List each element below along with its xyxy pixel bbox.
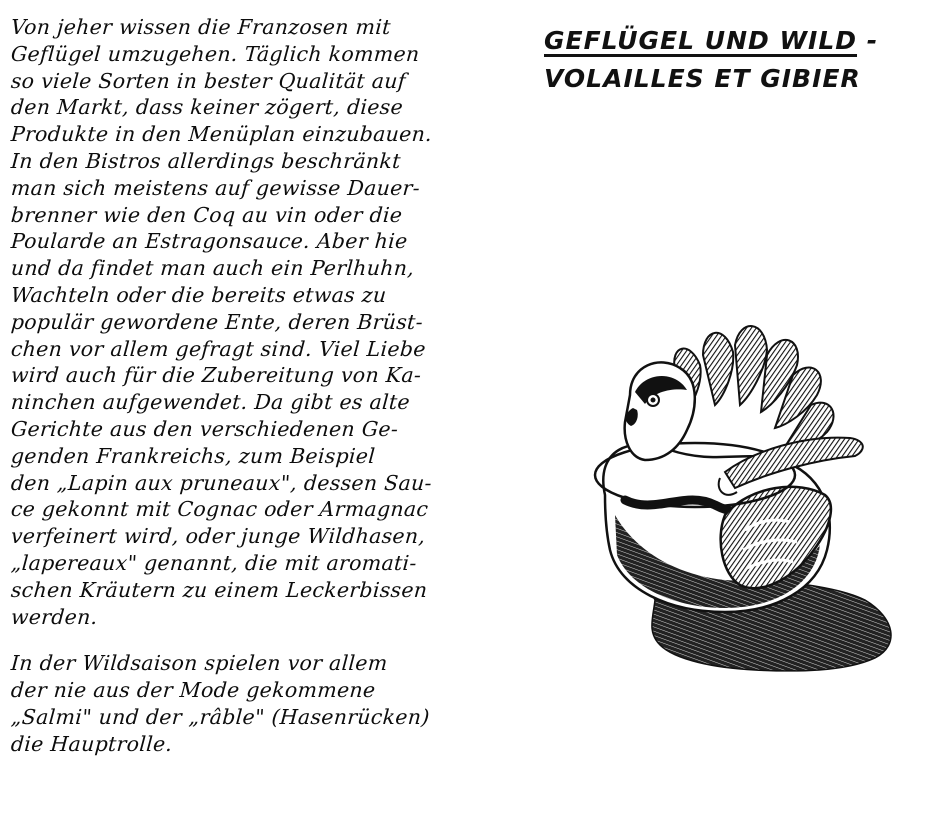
text-line: man sich meistens auf gewisse Dauer- [10,175,421,200]
text-line: brenner wie den Coq au vin oder die [10,202,404,227]
bird-tureen-illustration [575,300,915,700]
text-line: werden. [10,604,99,629]
body-text [10,14,510,758]
paragraph-2 [10,650,510,757]
text-line: Poularde an Estragonsauce. Aber hie [10,229,409,254]
text-line: verfeinert wird, oder junge Wildhasen, [10,524,427,549]
text-line: ninchen aufgewendet. Da gibt es alte [10,390,411,415]
text-line: Geflügel umzugehen. Täglich kommen [10,41,421,66]
heading-german: GEFLÜGEL UND WILD [544,26,858,55]
text-line: „Salmi" und der „râble" (Hasenrücken) [10,704,431,729]
text-line: schen Kräutern zu einem Leckerbissen [10,577,429,602]
heading-dash: - [857,26,879,55]
text-line: den „Lapin aux pruneaux", dessen Sau- [10,470,433,495]
paragraph-gap [10,630,510,650]
text-line: In den Bistros allerdings beschränkt [10,148,402,173]
section-heading [544,22,924,98]
heading-french: VOLAILLES ET GIBIER [544,64,861,93]
text-line: „lapereaux" genannt, die mit aromati- [10,550,418,575]
text-line: chen vor allem gefragt sind. Viel Liebe [10,336,427,361]
text-line: populär gewordene Ente, deren Brüst- [10,309,424,334]
text-line: Von jeher wissen die Franzosen mit [10,15,392,39]
text-line: und da findet man auch ein Perlhuhn, [10,256,415,281]
text-line: In der Wildsaison spielen vor allem [10,651,389,676]
text-line: ce gekonnt mit Cognac oder Armagnac [10,497,430,522]
tail-feathers [674,326,833,450]
text-line: genden Frankreichs, zum Beispiel [10,443,377,468]
text-line: der nie aus der Mode gekommene [10,678,377,703]
text-line: Wachteln oder die bereits etwas zu [10,282,388,307]
paragraph-1 [10,14,510,630]
text-line: die Hauptrolle. [10,731,174,756]
text-line: so viele Sorten in bester Qualität auf [10,68,407,93]
text-line: wird auch für die Zubereitung von Ka- [10,363,423,388]
heading-line-1 [544,22,924,60]
text-line: Gerichte aus den verschiedenen Ge- [10,416,400,441]
text-line: den Markt, dass keiner zögert, diese [10,95,404,120]
text-line: Produkte in den Menüplan einzubauen. [10,122,433,147]
